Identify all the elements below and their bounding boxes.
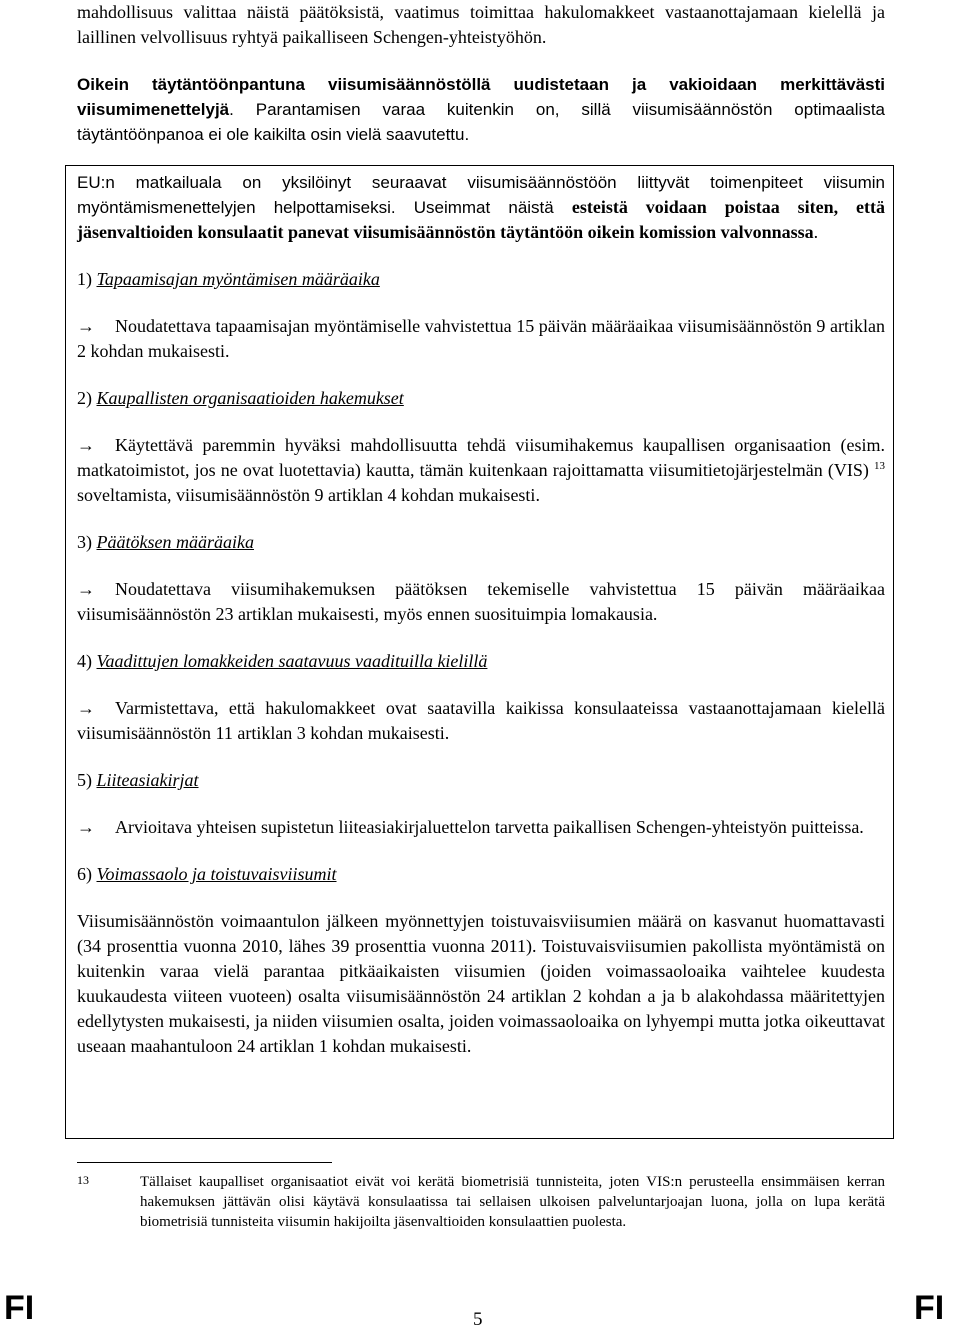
tourism-measures-box — [65, 165, 894, 1139]
intro-paragraph-2-rest: . Parantamisen varaa kuitenkin on, sillä viisumisäännöstön optimaalista täytäntöönpanoa ei ole kaikilta osin vielä saavutettu. — [77, 100, 885, 144]
item-5-heading — [77, 768, 885, 793]
intro-paragraph-2 — [77, 72, 885, 147]
intro-text — [77, 0, 885, 147]
item-4-text: → Varmistettava, että hakulomakkeet ovat saatavilla kaikissa konsulaateissa vastaanottajamaan kielellä viisumisäännöstön 11 artiklan 3 kohdan mukaisesti. — [77, 698, 885, 743]
item-2-text: → Käytettävä paremmin hyväksi mahdollisuutta tehdä viisumihakemus kaupallisen organisaation (esim. matkatoimistot, jos ne ovat luotettavia) kautta, tämän kuitenkaan rajoittamatta viisumitietojärjestelmän (VIS) $^{13}$ soveltamista, viisumisäännöstön 9 artiklan 4 kohdan mukaisesti. — [77, 435, 885, 505]
item-2-heading — [77, 386, 885, 411]
intro-paragraph-2-bold: Oikein täytäntöönpantuna viisumisäännöstöllä uudistetaan ja vakioidaan merkittävästi viisumimenettelyjä — [77, 75, 885, 119]
item-6-heading — [77, 862, 885, 887]
box-intro-end: . — [813, 222, 819, 242]
item-1-heading — [77, 267, 885, 292]
box-intro-a: EU:n matkailuala on yksilöinyt seuraavat viisumisäännöstöön liittyvät toimenpiteet viisumin myöntämismenettelyjen helpottamiseksi. Useimmat näistä — [77, 173, 885, 217]
item-3-title: Päätöksen määräaika — [96, 532, 254, 552]
item-1-title: Tapaamisajan myöntämisen määräaika — [96, 269, 380, 289]
arrow-icon: → — [77, 579, 95, 599]
arrow-icon: → — [77, 435, 95, 455]
item-2-title: Kaupallisten organisaatioiden hakemukset — [96, 388, 404, 408]
footnote-text: Tällaiset kaupalliset organisaatiot eivät voi kerätä biometrisiä tunnisteita, joten VIS:n perusteella ensimmäisen kerran hakemuksen jättävän olisi käytävä konsulaatissa tai sellaisen ulkoisen palveluntarjoajan luona, jolla on lupa kerätä biometrisiä tunnisteita viisumin hakijoilta jäsenvaltioiden konsulaattien puolesta. — [140, 1174, 885, 1230]
footnote-divider — [77, 1162, 332, 1163]
box-intro-bold: esteistä voidaan poistaa siten, että jäsenvaltioiden konsulaatit panevat viisumisäännöstön täytäntöön oikein komission valvonnassa — [77, 197, 885, 242]
language-code-right: FI — [914, 1289, 945, 1327]
item-1-number: 1) — [77, 269, 92, 289]
item-6-title: Voimassaolo ja toistuvaisviisumit — [96, 864, 337, 884]
footnote-number: 13 — [77, 1173, 89, 1187]
item-5-title: Liiteasiakirjat — [96, 770, 199, 790]
language-code-left: FI — [4, 1289, 35, 1327]
page-number: 5 — [473, 1309, 483, 1330]
intro-paragraph-1: mahdollisuus valittaa näistä päätöksistä, vaatimus toimittaa hakulomakkeet vastaanottajamaan kielellä ja laillinen velvollisuus ryhtyä paikalliseen Schengen-yhteistyöhön. — [77, 2, 885, 47]
item-4-number: 4) — [77, 651, 92, 671]
item-3-number: 3) — [77, 532, 92, 552]
item-4-title: Vaadittujen lomakkeiden saatavuus vaadituilla kielillä — [96, 651, 488, 671]
item-3-heading — [77, 530, 885, 555]
item-2-number: 2) — [77, 388, 92, 408]
item-6-text: Viisumisäännöstön voimaantulon jälkeen myönnettyjen toistuvaisviisumien määrä on kasvanut huomattavasti (34 prosenttia vuonna 2010, lähes 39 prosenttia vuonna 2011). Toistuvaisviisumien pakollista myöntämistä on kuitenkin varaa vielä parantaa pitkäaikaisten viisumien (joiden voimassaoloaika vaihtelee kuudesta kuukaudesta viiteen vuoteen) osalta viisumisäännöstön 24 artiklan 2 kohdan a ja b alakohdassa määritettyjen edellytysten mukaisesti, ja niiden viisumien osalta, joiden voimassaoloaika on lyhyempi mutta jotka oikeuttavat useaan maahantuloon 24 artiklan 1 kohdan mukaisesti. — [77, 911, 885, 1056]
item-6-number: 6) — [77, 864, 92, 884]
arrow-icon: → — [77, 316, 95, 336]
item-3-text: → Noudatettava viisumihakemuksen päätöksen tekemiselle vahvistettua 15 päivän määräaikaa viisumisäännöstön 23 artiklan mukaisesti, myös ennen suosituimpia lomakausia. — [77, 579, 885, 624]
arrow-icon: → — [77, 698, 95, 718]
footnote-ref[interactable]: 13 — [874, 460, 885, 472]
item-1-text: → Noudatettava tapaamisajan myöntämiselle vahvistettua 15 päivän määräaikaa viisumisäännöstön 9 artiklan 2 kohdan mukaisesti. — [77, 316, 885, 361]
item-4-heading — [77, 649, 885, 674]
arrow-icon: → — [77, 817, 95, 837]
item-5-text: → Arvioitava yhteisen supistetun liiteasiakirjaluettelon tarvetta paikallisen Schengen-yhteistyön puitteissa. — [77, 815, 885, 840]
box-intro — [77, 170, 885, 245]
item-5-number: 5) — [77, 770, 92, 790]
